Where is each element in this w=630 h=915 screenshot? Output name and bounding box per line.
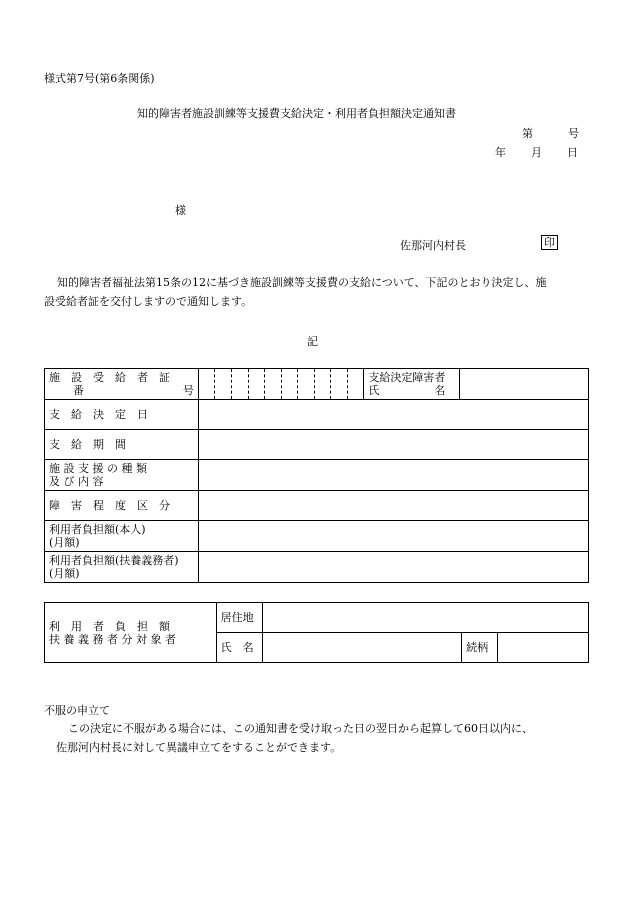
- body-paragraph: [44, 273, 589, 311]
- relation-label: 続柄: [462, 633, 498, 663]
- doc-number-go: 号: [568, 127, 579, 140]
- appeal-paragraph: [44, 719, 589, 757]
- guardian-name-label: 氏 名: [216, 633, 262, 663]
- table-row: [45, 491, 589, 521]
- date-year: 年: [495, 146, 506, 159]
- guardian-name-field[interactable]: [262, 633, 462, 663]
- residence-label: 居住地: [216, 603, 262, 633]
- user-charge-guardian-label: 利用者負担額(扶養義務者) (月額): [45, 552, 199, 583]
- payment-period-label: 支 給 期 間: [45, 430, 199, 460]
- table-row: [45, 430, 589, 460]
- date-day: 日: [567, 146, 578, 159]
- user-charge-guardian-field[interactable]: [198, 552, 588, 583]
- appeal-heading: 不服の申立て: [44, 704, 110, 717]
- date-month: 月: [531, 146, 542, 159]
- doc-number-dai: 第: [522, 127, 533, 140]
- decision-table: [44, 368, 589, 583]
- table-row: [45, 552, 589, 583]
- table-row: [45, 369, 589, 400]
- disability-level-label: 障 害 程 度 区 分: [45, 491, 199, 521]
- support-type-field[interactable]: [198, 460, 588, 491]
- payment-period-field[interactable]: [198, 430, 588, 460]
- form-id: 様式第7号(第6条関係): [44, 72, 155, 85]
- issuer-name: 佐那河内村長: [400, 239, 466, 252]
- residence-field[interactable]: [262, 603, 588, 633]
- disability-level-field[interactable]: [198, 491, 588, 521]
- ki-heading: 記: [307, 335, 318, 348]
- user-charge-self-field[interactable]: [198, 521, 588, 552]
- decision-date-label: 支 給 決 定 日: [45, 400, 199, 430]
- addressee-suffix: 様: [175, 204, 186, 217]
- relation-field[interactable]: [498, 633, 589, 663]
- table-row: [45, 400, 589, 430]
- guardian-target-label: 利 用 者 負 担 額 扶 養 義 務 者 分 対 象 者: [45, 603, 217, 663]
- document-title: 知的障害者施設訓練等支援費支給決定・利用者負担額決定通知書: [137, 107, 456, 120]
- seal-mark: 印: [541, 235, 558, 250]
- certificate-number-field[interactable]: [198, 369, 364, 400]
- guardian-table: [44, 602, 589, 663]
- table-row: [45, 603, 589, 633]
- body-line-1: 知的障害者福祉法第15条の12に基づき施設訓練等支援費の支給について、下記のとおり決定し、施: [57, 276, 547, 289]
- certificate-number-label: 施 設 受 給 者 証 番 号: [45, 369, 199, 400]
- appeal-line-1: この決定に不服がある場合には、この通知書を受け取った日の翌日から起算して60日以内に、: [68, 722, 533, 735]
- decision-date-field[interactable]: [198, 400, 588, 430]
- appeal-line-2: 佐那河内村長に対して異議申立てをすることができます。: [56, 741, 342, 754]
- body-line-2: 設受給者証を交付しますので通知します。: [44, 295, 253, 308]
- table-row: [45, 521, 589, 552]
- recipient-name-field[interactable]: [460, 369, 589, 400]
- table-row: [45, 460, 589, 491]
- support-type-label: 施 設 支 援 の 種 類 及 び 内 容: [45, 460, 199, 491]
- recipient-name-label: 支給決定障害者 氏 名: [364, 369, 460, 400]
- user-charge-self-label: 利用者負担額(本人) (月額): [45, 521, 199, 552]
